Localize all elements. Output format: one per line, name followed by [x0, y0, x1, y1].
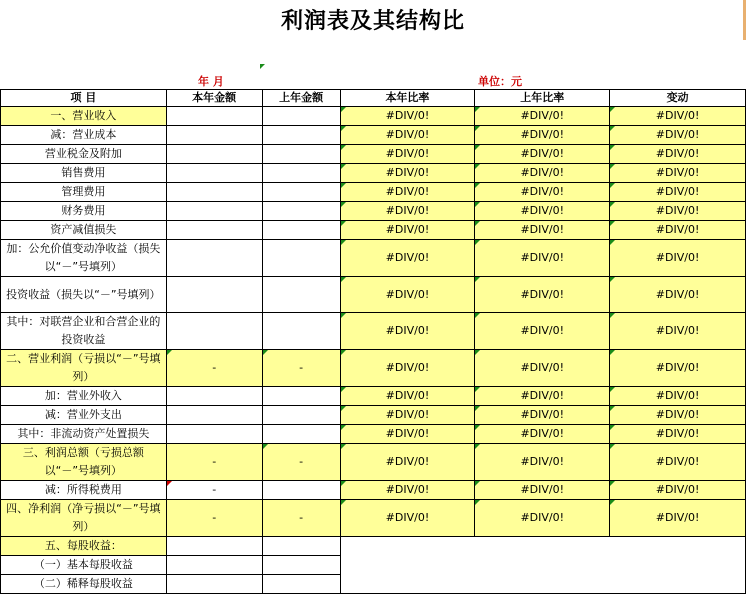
current-ratio-cell[interactable] — [340, 183, 475, 202]
comment-marker — [475, 164, 480, 169]
change-cell[interactable] — [610, 425, 746, 444]
prior-ratio-cell-text: #DIV/0! — [520, 483, 565, 496]
comment-marker — [475, 500, 480, 505]
comment-marker — [610, 444, 615, 449]
current-ratio-cell[interactable] — [340, 425, 475, 444]
prior-amount-cell[interactable] — [262, 350, 340, 387]
change-cell[interactable] — [610, 164, 746, 183]
comment-marker — [341, 183, 346, 188]
current-amount-cell[interactable] — [166, 387, 262, 406]
current-amount-cell[interactable] — [166, 575, 262, 594]
comment-marker — [341, 277, 346, 282]
comment-marker — [610, 183, 615, 188]
comment-marker — [475, 240, 480, 245]
change-cell[interactable] — [610, 350, 746, 387]
prior-amount-cell[interactable] — [262, 277, 340, 313]
change-cell[interactable] — [610, 240, 746, 277]
comment-marker — [341, 481, 346, 486]
table-row — [1, 164, 746, 183]
row-item-cell[interactable] — [1, 575, 167, 594]
comment-marker — [341, 387, 346, 392]
current-ratio-cell[interactable] — [340, 406, 475, 425]
change-cell-text: #DIV/0! — [655, 408, 700, 421]
prior-amount-cell[interactable] — [262, 444, 340, 481]
current-amount-cell[interactable] — [166, 107, 262, 126]
prior-amount-cell-text: - — [299, 361, 304, 374]
comment-marker — [263, 444, 268, 449]
comment-marker — [341, 240, 346, 245]
prior-amount-cell[interactable] — [262, 164, 340, 183]
current-amount-cell[interactable] — [166, 537, 262, 556]
header-prior-amount: 上年金额 — [262, 90, 340, 107]
change-cell-text: #DIV/0! — [655, 287, 700, 301]
table-row — [1, 202, 746, 221]
current-amount-cell[interactable] — [166, 221, 262, 240]
row-item-cell-text: （二）稀释每股收益 — [33, 577, 133, 590]
prior-amount-cell[interactable] — [262, 107, 340, 126]
prior-ratio-cell-text: #DIV/0! — [520, 389, 565, 402]
table-row — [1, 406, 746, 425]
prior-ratio-cell[interactable] — [475, 202, 610, 221]
row-item-cell-text: 财务费用 — [61, 204, 106, 217]
income-statement-table — [0, 89, 746, 594]
row-item-cell[interactable] — [1, 425, 167, 444]
row-item-cell[interactable] — [1, 221, 167, 240]
row-item-cell-text: 销售费用 — [61, 166, 106, 179]
row-item-cell-text: 营业税金及附加 — [44, 147, 122, 160]
row-item-cell-text: 减：营业成本 — [50, 128, 117, 141]
comment-marker — [475, 277, 480, 282]
comment-marker — [260, 64, 265, 69]
change-cell[interactable] — [610, 221, 746, 240]
change-cell-text: #DIV/0! — [655, 166, 700, 179]
comment-marker — [610, 240, 615, 245]
comment-marker — [475, 313, 480, 318]
current-amount-cell[interactable] — [166, 556, 262, 575]
row-item-cell-text: 投资收益（损失以“－”号填列） — [6, 287, 161, 301]
prior-ratio-cell-text: #DIV/0! — [520, 166, 565, 179]
row-item-cell-text: 四、净利润（净亏损以“－”号填列） — [6, 502, 161, 533]
comment-marker — [341, 202, 346, 207]
table-row — [1, 350, 746, 387]
prior-ratio-cell[interactable] — [475, 126, 610, 145]
current-ratio-cell-text: #DIV/0! — [385, 251, 430, 264]
change-cell-text: #DIV/0! — [655, 455, 700, 468]
change-cell-text: #DIV/0! — [655, 109, 700, 122]
row-item-cell-text: （一）基本每股收益 — [33, 558, 133, 571]
current-ratio-cell-text: #DIV/0! — [385, 455, 430, 468]
comment-marker — [475, 444, 480, 449]
table-row — [1, 240, 746, 277]
current-amount-cell[interactable] — [166, 313, 262, 350]
change-cell[interactable] — [610, 145, 746, 164]
current-ratio-cell-text: #DIV/0! — [385, 427, 430, 440]
current-ratio-cell-text: #DIV/0! — [385, 147, 430, 160]
table-row — [1, 183, 746, 202]
change-cell-text: #DIV/0! — [655, 361, 700, 374]
comment-marker — [341, 164, 346, 169]
change-cell[interactable] — [610, 406, 746, 425]
row-item-cell-text: 加：公允价值变动净收益（损失以“－”号填列） — [6, 242, 161, 273]
comment-marker — [610, 164, 615, 169]
current-amount-cell[interactable] — [166, 240, 262, 277]
row-item-cell[interactable] — [1, 145, 167, 164]
prior-amount-cell[interactable] — [262, 387, 340, 406]
change-cell[interactable] — [610, 444, 746, 481]
change-cell[interactable] — [610, 183, 746, 202]
comment-marker — [475, 481, 480, 486]
comment-marker — [341, 425, 346, 430]
current-ratio-cell[interactable] — [340, 387, 475, 406]
current-amount-cell-text: - — [212, 483, 217, 496]
comment-marker — [610, 313, 615, 318]
comment-marker — [341, 444, 346, 449]
comment-marker — [341, 500, 346, 505]
current-amount-cell[interactable] — [166, 500, 262, 537]
current-ratio-cell-text: #DIV/0! — [385, 483, 430, 496]
comment-marker — [610, 202, 615, 207]
row-item-cell[interactable] — [1, 387, 167, 406]
current-amount-cell[interactable] — [166, 164, 262, 183]
current-amount-cell[interactable] — [166, 126, 262, 145]
row-item-cell[interactable] — [1, 164, 167, 183]
prior-amount-cell[interactable] — [262, 425, 340, 444]
change-cell-text: #DIV/0! — [655, 204, 700, 217]
change-cell[interactable] — [610, 387, 746, 406]
prior-ratio-cell[interactable] — [475, 444, 610, 481]
prior-amount-cell[interactable] — [262, 537, 340, 556]
header-row — [1, 90, 746, 107]
current-ratio-cell[interactable] — [340, 221, 475, 240]
current-ratio-cell-text: #DIV/0! — [385, 204, 430, 217]
header-current-amount: 本年金额 — [166, 90, 262, 107]
table-row — [1, 277, 746, 313]
row-item-cell[interactable] — [1, 444, 167, 481]
comment-marker — [610, 107, 615, 112]
table-row — [1, 444, 746, 481]
prior-ratio-cell-text: #DIV/0! — [520, 427, 565, 440]
current-ratio-cell[interactable] — [340, 277, 475, 313]
row-item-cell-text: 三、利润总额（亏损总额以“－”号填列） — [22, 446, 144, 477]
row-item-cell-text: 一、营业收入 — [50, 109, 117, 122]
prior-ratio-cell-text: #DIV/0! — [520, 408, 565, 421]
prior-ratio-cell-text: #DIV/0! — [520, 324, 565, 337]
prior-amount-cell[interactable] — [262, 481, 340, 500]
change-cell-text: #DIV/0! — [655, 223, 700, 236]
current-ratio-cell-text: #DIV/0! — [385, 128, 430, 141]
row-item-cell[interactable] — [1, 240, 167, 277]
current-ratio-cell[interactable] — [340, 444, 475, 481]
prior-ratio-cell-text: #DIV/0! — [520, 128, 565, 141]
comment-marker — [610, 425, 615, 430]
prior-ratio-cell-text: #DIV/0! — [520, 251, 565, 264]
table-row — [1, 313, 746, 350]
comment-marker — [341, 126, 346, 131]
prior-amount-cell[interactable] — [262, 313, 340, 350]
comment-marker — [610, 221, 615, 226]
prior-amount-cell[interactable] — [262, 406, 340, 425]
comment-marker — [610, 500, 615, 505]
row-item-cell-text: 二、营业利润（亏损以“－”号填列） — [6, 352, 161, 383]
row-item-cell-text: 其中：对联营企业和合营企业的投资收益 — [6, 315, 161, 346]
prior-ratio-cell[interactable] — [475, 425, 610, 444]
current-ratio-cell[interactable] — [340, 126, 475, 145]
current-ratio-cell-text: #DIV/0! — [385, 287, 430, 301]
prior-ratio-cell-text: #DIV/0! — [520, 185, 565, 198]
row-item-cell-text: 加：营业外收入 — [44, 389, 122, 402]
current-amount-cell-text: - — [212, 361, 217, 374]
comment-marker — [341, 313, 346, 318]
current-amount-cell[interactable] — [166, 145, 262, 164]
table-row — [1, 126, 746, 145]
comment-marker — [610, 387, 615, 392]
comment-marker — [475, 406, 480, 411]
prior-ratio-cell-text: #DIV/0! — [520, 147, 565, 160]
row-item-cell-text: 减：所得税费用 — [44, 483, 122, 496]
change-cell[interactable] — [610, 481, 746, 500]
comment-marker — [475, 387, 480, 392]
change-cell[interactable] — [610, 500, 746, 537]
current-ratio-cell[interactable] — [340, 164, 475, 183]
change-cell-text: #DIV/0! — [655, 324, 700, 337]
current-amount-cell[interactable] — [166, 406, 262, 425]
current-ratio-cell[interactable] — [340, 500, 475, 537]
current-ratio-cell-text: #DIV/0! — [385, 166, 430, 179]
change-cell-text: #DIV/0! — [655, 511, 700, 524]
change-cell[interactable] — [610, 277, 746, 313]
row-item-cell-text: 资产减值损失 — [50, 223, 117, 236]
current-ratio-cell-text: #DIV/0! — [385, 324, 430, 337]
page-title: 利润表及其结构比 — [280, 9, 465, 34]
current-ratio-cell[interactable] — [340, 145, 475, 164]
row-item-cell[interactable] — [1, 500, 167, 537]
prior-ratio-cell[interactable] — [475, 387, 610, 406]
table-row — [1, 145, 746, 164]
row-item-cell-text: 五、每股收益： — [44, 539, 122, 552]
row-item-cell-text: 管理费用 — [61, 185, 106, 198]
current-amount-cell[interactable] — [166, 425, 262, 444]
current-amount-cell[interactable] — [166, 444, 262, 481]
row-item-cell[interactable] — [1, 350, 167, 387]
header-current-ratio: 本年比率 — [340, 90, 475, 107]
prior-amount-cell[interactable] — [262, 500, 340, 537]
header-prior-ratio: 上年比率 — [475, 90, 610, 107]
period-label: 年 月 — [198, 75, 224, 88]
prior-amount-cell[interactable] — [262, 126, 340, 145]
row-item-cell-text: 减：营业外支出 — [44, 408, 122, 421]
change-cell-text: #DIV/0! — [655, 483, 700, 496]
prior-amount-cell[interactable] — [262, 145, 340, 164]
prior-ratio-cell[interactable] — [475, 107, 610, 126]
comment-marker — [610, 350, 615, 355]
prior-ratio-cell[interactable] — [475, 313, 610, 350]
change-cell[interactable] — [610, 202, 746, 221]
prior-ratio-cell[interactable] — [475, 164, 610, 183]
change-cell[interactable] — [610, 313, 746, 350]
current-ratio-cell-text: #DIV/0! — [385, 361, 430, 374]
comment-marker — [341, 221, 346, 226]
comment-marker — [610, 126, 615, 131]
row-item-cell[interactable] — [1, 107, 167, 126]
current-ratio-cell-text: #DIV/0! — [385, 223, 430, 236]
table-row — [1, 537, 746, 556]
table-row — [1, 500, 746, 537]
prior-amount-cell[interactable] — [262, 240, 340, 277]
current-ratio-cell-text: #DIV/0! — [385, 511, 430, 524]
comment-marker — [475, 221, 480, 226]
current-ratio-cell[interactable] — [340, 107, 475, 126]
header-change: 变动 — [610, 90, 746, 107]
comment-marker — [610, 145, 615, 150]
change-cell-text: #DIV/0! — [655, 185, 700, 198]
current-ratio-cell[interactable] — [340, 313, 475, 350]
header-item: 项 目 — [1, 90, 167, 107]
current-amount-cell[interactable] — [166, 481, 262, 500]
change-cell[interactable] — [610, 126, 746, 145]
table-row — [1, 387, 746, 406]
current-ratio-cell[interactable] — [340, 240, 475, 277]
current-amount-cell[interactable] — [166, 350, 262, 387]
table-row — [1, 425, 746, 444]
prior-ratio-cell-text: #DIV/0! — [520, 109, 565, 122]
prior-ratio-cell[interactable] — [475, 277, 610, 313]
change-cell[interactable] — [610, 107, 746, 126]
prior-amount-cell[interactable] — [262, 202, 340, 221]
row-item-cell[interactable] — [1, 406, 167, 425]
prior-amount-cell[interactable] — [262, 183, 340, 202]
change-cell-text: #DIV/0! — [655, 251, 700, 264]
comment-marker — [341, 406, 346, 411]
current-amount-cell[interactable] — [166, 183, 262, 202]
prior-amount-cell[interactable] — [262, 575, 340, 594]
row-item-cell[interactable] — [1, 556, 167, 575]
prior-ratio-cell[interactable] — [475, 350, 610, 387]
unit-label: 单位：元 — [478, 75, 522, 88]
current-amount-cell[interactable] — [166, 277, 262, 313]
empty-area — [340, 537, 745, 594]
comment-marker — [341, 350, 346, 355]
prior-ratio-cell[interactable] — [475, 183, 610, 202]
change-cell-text: #DIV/0! — [655, 427, 700, 440]
comment-marker — [341, 145, 346, 150]
comment-marker — [610, 277, 615, 282]
prior-amount-cell[interactable] — [262, 556, 340, 575]
prior-ratio-cell[interactable] — [475, 406, 610, 425]
prior-ratio-cell-text: #DIV/0! — [520, 361, 565, 374]
current-ratio-cell[interactable] — [340, 202, 475, 221]
comment-marker — [341, 107, 346, 112]
comment-marker — [475, 202, 480, 207]
row-item-cell[interactable] — [1, 277, 167, 313]
current-amount-cell[interactable] — [166, 202, 262, 221]
current-ratio-cell-text: #DIV/0! — [385, 408, 430, 421]
change-cell-text: #DIV/0! — [655, 147, 700, 160]
table-row — [1, 481, 746, 500]
current-ratio-cell-text: #DIV/0! — [385, 185, 430, 198]
prior-ratio-cell[interactable] — [475, 481, 610, 500]
row-item-cell[interactable] — [1, 313, 167, 350]
current-ratio-cell-text: #DIV/0! — [385, 109, 430, 122]
current-amount-cell-text: - — [212, 511, 217, 524]
row-item-cell[interactable] — [1, 202, 167, 221]
prior-ratio-cell[interactable] — [475, 500, 610, 537]
change-cell-text: #DIV/0! — [655, 389, 700, 402]
comment-marker — [610, 406, 615, 411]
current-ratio-cell[interactable] — [340, 350, 475, 387]
comment-marker — [475, 126, 480, 131]
row-item-cell[interactable] — [1, 183, 167, 202]
current-amount-cell-text: - — [212, 455, 217, 468]
comment-marker — [263, 350, 268, 355]
comment-marker — [167, 481, 172, 486]
current-ratio-cell[interactable] — [340, 481, 475, 500]
prior-ratio-cell[interactable] — [475, 145, 610, 164]
row-item-cell[interactable] — [1, 126, 167, 145]
prior-ratio-cell-text: #DIV/0! — [520, 287, 565, 301]
prior-ratio-cell[interactable] — [475, 240, 610, 277]
comment-marker — [475, 350, 480, 355]
table-row — [1, 221, 746, 240]
change-cell-text: #DIV/0! — [655, 128, 700, 141]
comment-marker — [475, 183, 480, 188]
current-ratio-cell-text: #DIV/0! — [385, 389, 430, 402]
comment-marker — [475, 425, 480, 430]
prior-ratio-cell[interactable] — [475, 221, 610, 240]
row-item-cell-text: 其中：非流动资产处置损失 — [17, 427, 150, 440]
prior-ratio-cell-text: #DIV/0! — [520, 455, 565, 468]
prior-amount-cell-text: - — [299, 511, 304, 524]
comment-marker — [475, 107, 480, 112]
prior-amount-cell[interactable] — [262, 221, 340, 240]
prior-ratio-cell-text: #DIV/0! — [520, 204, 565, 217]
row-item-cell[interactable] — [1, 537, 167, 556]
table-row — [1, 107, 746, 126]
row-item-cell[interactable] — [1, 481, 167, 500]
prior-ratio-cell-text: #DIV/0! — [520, 511, 565, 524]
prior-amount-cell-text: - — [299, 455, 304, 468]
comment-marker — [167, 350, 172, 355]
prior-ratio-cell-text: #DIV/0! — [520, 223, 565, 236]
comment-marker — [475, 145, 480, 150]
comment-marker — [610, 481, 615, 486]
